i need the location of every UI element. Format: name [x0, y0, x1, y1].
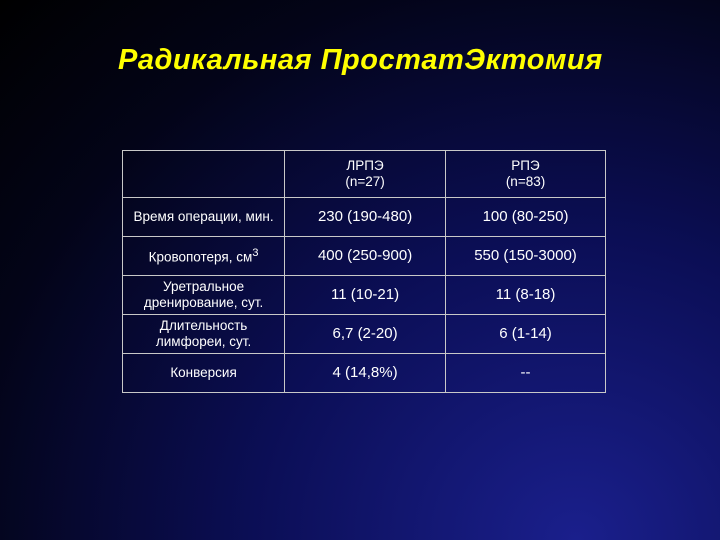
table-row — [123, 237, 606, 276]
row-label-text: Кровопотеря, см — [148, 249, 253, 265]
row-label: Длительность лимфореи, сут. — [123, 315, 285, 354]
column-count: (n=83) — [505, 174, 546, 189]
row-label: Время операции, мин. — [123, 198, 285, 237]
cell-value: 6,7 (2-20) — [285, 315, 446, 354]
column-count: (n=27) — [345, 174, 385, 189]
slide-title: Радикальная ПростатЭктомия — [118, 44, 603, 76]
cell-value: 550 (150-3000) — [446, 237, 606, 276]
table-row — [123, 276, 606, 315]
cell-value: 230 (190-480) — [285, 198, 446, 237]
column-header-rpe — [446, 151, 606, 198]
empty-corner-cell — [123, 151, 285, 198]
table-row — [123, 198, 606, 237]
column-header-lrpe — [285, 151, 446, 198]
table-header-row — [123, 151, 606, 198]
cell-value: 400 (250-900) — [285, 237, 446, 276]
table-row — [123, 354, 606, 393]
row-label — [123, 237, 285, 276]
row-label-superscript: 3 — [252, 246, 259, 259]
cell-value: 11 (10-21) — [285, 276, 446, 315]
cell-value: 11 (8-18) — [446, 276, 606, 315]
row-label: Уретральное дренирование, сут. — [123, 276, 285, 315]
cell-value: 6 (1-14) — [446, 315, 606, 354]
cell-value: 100 (80-250) — [446, 198, 606, 237]
column-name: ЛРПЭ — [346, 158, 384, 174]
cell-value: 4 (14,8%) — [285, 354, 446, 393]
column-name: РПЭ — [511, 158, 540, 174]
row-label: Конверсия — [123, 354, 285, 393]
cell-value: -- — [446, 354, 606, 393]
table-row — [123, 315, 606, 354]
comparison-table — [122, 150, 606, 393]
